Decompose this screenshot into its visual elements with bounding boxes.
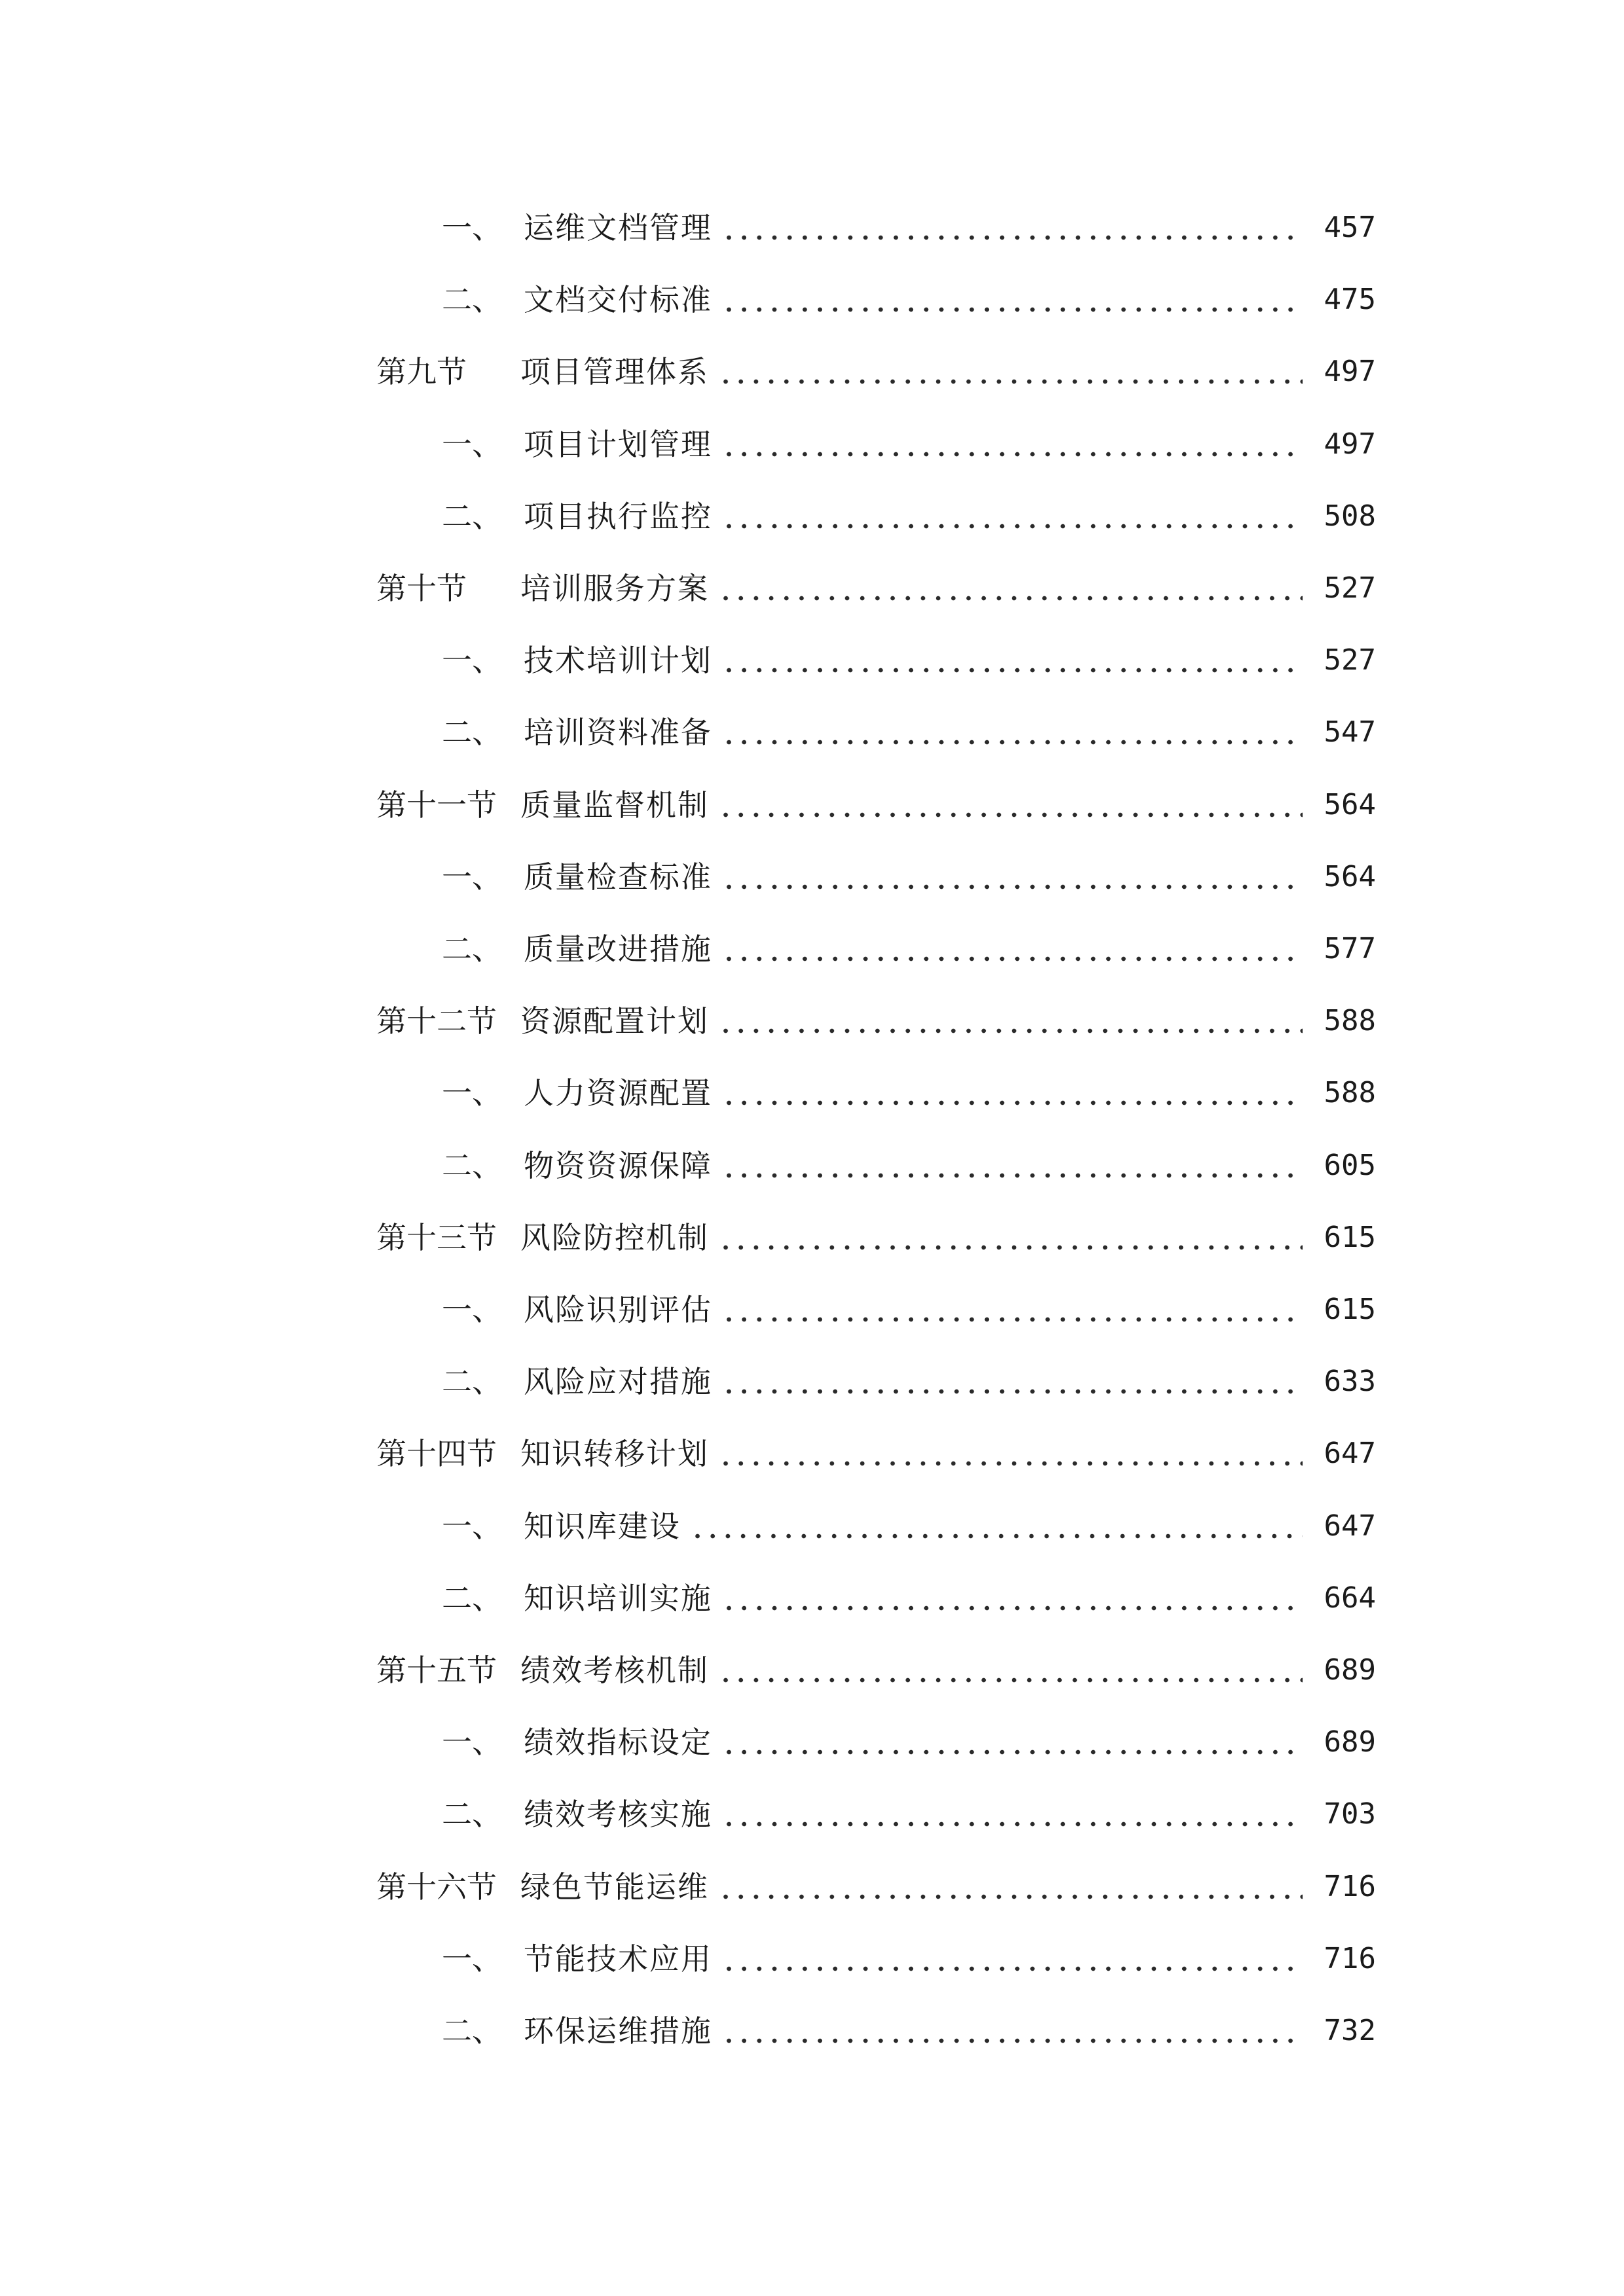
toc-entry-page-number: 647 — [1324, 1437, 1376, 1470]
toc-entry-number: 一、 — [442, 1941, 502, 1977]
toc-entry-page-number: 457 — [1324, 211, 1376, 244]
toc-entry-page-number: 527 — [1324, 571, 1376, 605]
dot-leader — [718, 1459, 1303, 1468]
toc-entry-page-number: 703 — [1324, 1797, 1376, 1831]
toc-section-entry[interactable] — [376, 1427, 1376, 1480]
toc-entry-title: 知识培训实施 — [524, 1581, 712, 1616]
toc-entry-number: 第十四节 — [376, 1436, 497, 1471]
toc-entry-number: 第十五节 — [376, 1653, 497, 1688]
toc-entry-title: 知识库建设 — [524, 1509, 681, 1544]
dot-leader — [721, 1748, 1303, 1757]
toc-entry-title: 项目管理体系 — [520, 354, 709, 389]
toc-entry-number: 第九节 — [376, 354, 467, 389]
toc-entry-page-number: 605 — [1324, 1149, 1376, 1182]
toc-entry-title: 质量检查标准 — [524, 859, 712, 895]
toc-entry-number: 第十三节 — [376, 1220, 497, 1255]
dot-leader — [721, 1098, 1303, 1107]
toc-entry-page-number: 615 — [1324, 1293, 1376, 1326]
dot-leader — [721, 2036, 1303, 2045]
toc-entry-title: 绩效指标设定 — [524, 1725, 712, 1760]
toc-entry-page-number: 564 — [1324, 860, 1376, 893]
toc-entry-number: 一、 — [442, 427, 502, 462]
toc-entry-number: 二、 — [442, 1148, 502, 1183]
toc-entry-title: 运维文档管理 — [524, 210, 712, 245]
toc-subsection-entry[interactable] — [442, 706, 1376, 759]
toc-entry-title: 培训资料准备 — [524, 715, 712, 750]
dot-leader — [721, 450, 1303, 459]
toc-subsection-entry[interactable] — [442, 1283, 1376, 1336]
toc-entry-number: 第十节 — [376, 571, 467, 606]
dot-leader — [721, 666, 1303, 675]
toc-entry-number: 一、 — [442, 1292, 502, 1327]
dot-leader — [718, 810, 1303, 819]
dot-leader — [721, 1604, 1303, 1613]
toc-entry-title: 项目计划管理 — [524, 427, 712, 462]
toc-entry-page-number: 633 — [1324, 1365, 1376, 1398]
toc-entry-page-number: 475 — [1324, 283, 1376, 316]
toc-section-entry[interactable] — [376, 995, 1376, 1047]
toc-entry-title: 风险应对措施 — [524, 1364, 712, 1399]
toc-entry-page-number: 732 — [1324, 2014, 1376, 2047]
toc-entry-title: 项目执行监控 — [524, 499, 712, 534]
dot-leader — [721, 1964, 1303, 1973]
toc-entry-title: 资源配置计划 — [520, 1003, 709, 1039]
toc-entry-page-number: 577 — [1324, 932, 1376, 965]
dot-leader — [718, 377, 1303, 386]
toc-entry-title: 知识转移计划 — [520, 1436, 709, 1471]
toc-entry-title: 环保运维措施 — [524, 2013, 712, 2049]
toc-subsection-entry[interactable] — [442, 418, 1376, 471]
toc-entry-page-number: 647 — [1324, 1509, 1376, 1543]
toc-entry-title: 文档交付标准 — [524, 282, 712, 317]
toc-entry-page-number: 564 — [1324, 788, 1376, 821]
toc-entry-number: 二、 — [442, 2013, 502, 2049]
toc-subsection-entry[interactable] — [442, 851, 1376, 903]
toc-subsection-entry[interactable] — [442, 202, 1376, 254]
toc-entry-page-number: 716 — [1324, 1870, 1376, 1903]
dot-leader — [721, 1387, 1303, 1396]
dot-leader — [721, 233, 1303, 242]
toc-subsection-entry[interactable] — [442, 274, 1376, 326]
dot-leader — [721, 738, 1303, 747]
dot-leader — [721, 882, 1303, 891]
toc-entry-title: 绩效考核实施 — [524, 1797, 712, 1832]
toc-subsection-entry[interactable] — [442, 490, 1376, 543]
dot-leader — [721, 1820, 1303, 1829]
toc-entry-number: 二、 — [442, 931, 502, 967]
toc-entry-page-number: 508 — [1324, 499, 1376, 533]
toc-subsection-entry[interactable] — [442, 634, 1376, 687]
dot-leader — [718, 594, 1303, 603]
toc-entry-title: 物资资源保障 — [524, 1148, 712, 1183]
toc-entry-page-number: 689 — [1324, 1653, 1376, 1687]
toc-entry-number: 二、 — [442, 715, 502, 750]
toc-subsection-entry[interactable] — [442, 1067, 1376, 1119]
toc-entry-number: 二、 — [442, 499, 502, 534]
dot-leader — [718, 1676, 1303, 1685]
toc-entry-page-number: 716 — [1324, 1942, 1376, 1975]
toc-entry-title: 技术培训计划 — [524, 643, 712, 678]
toc-entry-number: 第十一节 — [376, 787, 497, 823]
toc-section-entry[interactable] — [376, 1861, 1376, 1913]
toc-entry-page-number: 588 — [1324, 1004, 1376, 1037]
dot-leader — [718, 1243, 1303, 1252]
toc-entry-title: 质量监督机制 — [520, 787, 709, 823]
dot-leader — [721, 1171, 1303, 1180]
toc-subsection-entry[interactable] — [442, 1933, 1376, 1985]
toc-entry-number: 一、 — [442, 1509, 502, 1544]
toc-entry-page-number: 588 — [1324, 1076, 1376, 1109]
dot-leader — [690, 1532, 1303, 1541]
toc-subsection-entry[interactable] — [442, 1500, 1376, 1552]
toc-entry-number: 二、 — [442, 1581, 502, 1616]
toc-entry-title: 风险防控机制 — [520, 1220, 709, 1255]
toc-entry-title: 绿色节能运维 — [520, 1869, 709, 1905]
toc-entry-number: 一、 — [442, 1075, 502, 1111]
toc-subsection-entry[interactable] — [442, 1572, 1376, 1624]
toc-subsection-entry[interactable] — [442, 1355, 1376, 1408]
toc-entry-page-number: 527 — [1324, 643, 1376, 677]
toc-entry-title: 培训服务方案 — [520, 571, 709, 606]
toc-entry-title: 风险识别评估 — [524, 1292, 712, 1327]
toc-entry-number: 二、 — [442, 1797, 502, 1832]
toc-entry-page-number: 664 — [1324, 1581, 1376, 1615]
toc-entry-page-number: 497 — [1324, 427, 1376, 461]
toc-entry-number: 一、 — [442, 210, 502, 245]
toc-entry-title: 人力资源配置 — [524, 1075, 712, 1111]
toc-section-entry[interactable] — [376, 562, 1376, 615]
toc-entry-title: 节能技术应用 — [524, 1941, 712, 1977]
toc-entry-number: 一、 — [442, 643, 502, 678]
toc-entry-title: 质量改进措施 — [524, 931, 712, 967]
toc-entry-number: 一、 — [442, 1725, 502, 1760]
dot-leader — [721, 1315, 1303, 1324]
toc-entry-number: 第十六节 — [376, 1869, 497, 1905]
dot-leader — [721, 954, 1303, 963]
toc-entry-number: 二、 — [442, 282, 502, 317]
dot-leader — [718, 1026, 1303, 1035]
toc-subsection-entry[interactable] — [442, 1788, 1376, 1840]
toc-entry-title: 绩效考核机制 — [520, 1653, 709, 1688]
toc-section-entry[interactable] — [376, 1211, 1376, 1264]
toc-entry-number: 二、 — [442, 1364, 502, 1399]
toc-entry-number: 第十二节 — [376, 1003, 497, 1039]
toc-subsection-entry[interactable] — [442, 923, 1376, 975]
toc-entry-page-number: 497 — [1324, 355, 1376, 388]
toc-section-entry[interactable] — [376, 1644, 1376, 1696]
toc-entry-page-number: 547 — [1324, 715, 1376, 749]
dot-leader — [721, 522, 1303, 531]
toc-section-entry[interactable] — [376, 779, 1376, 831]
toc-subsection-entry[interactable] — [442, 1716, 1376, 1768]
toc-entry-number: 一、 — [442, 859, 502, 895]
toc-subsection-entry[interactable] — [442, 2005, 1376, 2057]
toc-entry-page-number: 615 — [1324, 1221, 1376, 1254]
dot-leader — [721, 305, 1303, 314]
toc-subsection-entry[interactable] — [442, 1139, 1376, 1192]
toc-entry-page-number: 689 — [1324, 1725, 1376, 1759]
toc-section-entry[interactable] — [376, 346, 1376, 398]
dot-leader — [718, 1892, 1303, 1901]
